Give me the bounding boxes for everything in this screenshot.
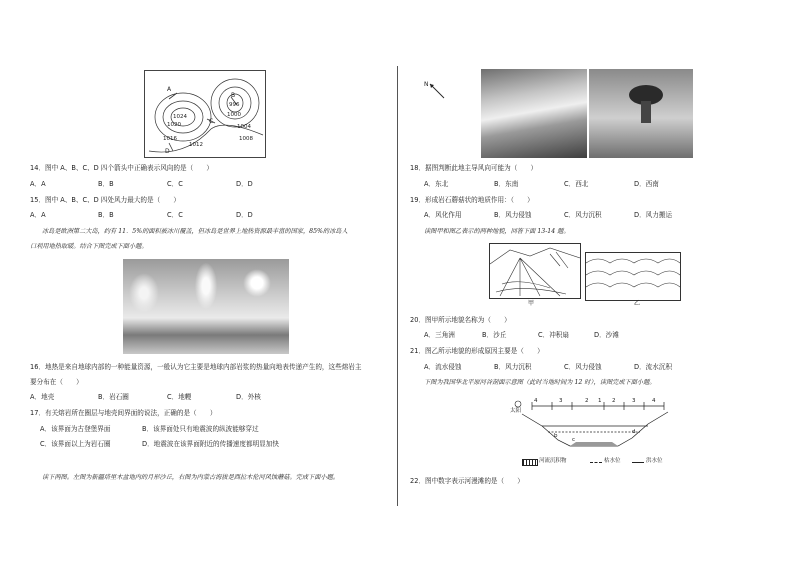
q14-option-d[interactable]: D．D — [236, 180, 253, 188]
q20-option-a[interactable]: A．三角洲 — [424, 331, 455, 339]
zone-4-left: 4 — [534, 398, 538, 404]
q17-stem: 17．有关熔岩所在圈层与地壳间界面的说法，正确的是（ ） — [30, 409, 217, 417]
map-label-a: A — [167, 86, 172, 93]
zone-2-right: 2 — [612, 398, 616, 404]
q21-option-a[interactable]: A．流水侵蚀 — [424, 363, 462, 371]
q15-option-a[interactable]: A．A — [30, 211, 46, 219]
q15-stem: 15．图中 A、B、C、D 四处风力最大的是（ ） — [30, 196, 180, 204]
sun-label: 太阳 — [510, 408, 522, 414]
flood-water-legend-line — [632, 462, 644, 463]
zone-3-right: 3 — [632, 398, 636, 404]
q22-stem: 22．图中数字表示河漫滩的是（ ） — [410, 477, 524, 485]
valley-intro: 下图为我国华北平原河谷剖面示意图（此时当地时间为 12 时），读图完成下面小题。 — [424, 379, 656, 386]
desert-intro: 读下两图。左图为新疆塔里木盆地内的月形沙丘，右图为内蒙古海拔是西拉木伦河风蚀蘑菇。完成下面小题。 — [42, 474, 339, 481]
figure-yi — [585, 252, 681, 301]
sediment-legend-label: 河流沉积物 — [539, 458, 567, 464]
dune-sketch — [586, 253, 680, 300]
q19-option-b[interactable]: B．风力侵蚀 — [494, 211, 532, 219]
q17-option-a[interactable]: A．该界面为古登堡界面 — [40, 425, 111, 433]
q20-option-c[interactable]: C．冲积扇 — [538, 331, 569, 339]
q21-option-d[interactable]: D．流水沉积 — [634, 363, 673, 371]
q14-option-c[interactable]: C．C — [167, 180, 183, 188]
valley-legend — [522, 457, 692, 467]
alluvial-fan-sketch — [490, 244, 580, 298]
low-water-legend-label: 枯水位 — [604, 458, 621, 464]
q15-option-c[interactable]: C．C — [167, 211, 183, 219]
zone-2-left: 2 — [585, 398, 589, 404]
isobar-996: 996 — [229, 102, 240, 108]
figure-yi-label: 乙 — [634, 300, 641, 307]
map-label-b: B — [231, 92, 236, 99]
iceland-intro-line1: 冰岛是欧洲第二大岛，约有 11．5%的面积被冰川覆盖，但冰岛是世界上地热资源最丰富的国家，85%的冰岛人 — [42, 228, 348, 235]
zone-1: 1 — [598, 398, 602, 404]
q20-option-d[interactable]: D．沙滩 — [594, 331, 619, 339]
q18-option-d[interactable]: D．西南 — [634, 180, 659, 188]
isobar-1000: 1000 — [227, 112, 241, 118]
steam-plume-2 — [195, 263, 217, 309]
q14-stem: 14．图中 A、B、C、D 四个箭头中正确表示风向的是（ ） — [30, 164, 213, 172]
q16-stem-line2: 要分布在（ ） — [30, 378, 83, 386]
q17-option-d[interactable]: D．地震波在该界面附近的传播速度都明显加快 — [142, 440, 279, 448]
q19-option-c[interactable]: C．风力沉积 — [564, 211, 602, 219]
q15-option-b[interactable]: B．B — [98, 211, 114, 219]
isobar-1004: 1004 — [237, 124, 251, 130]
isobar-1024: 1024 — [173, 114, 187, 120]
low-water-legend-line — [590, 462, 602, 463]
q16-option-d[interactable]: D．外核 — [236, 393, 261, 401]
isobar-map — [144, 70, 266, 158]
q15-option-d[interactable]: D．D — [236, 211, 253, 219]
map-label-c: C — [209, 118, 214, 125]
point-c: c — [572, 437, 576, 443]
point-b: b — [554, 433, 558, 439]
q16-option-b[interactable]: B．岩石圈 — [98, 393, 129, 401]
q19-option-d[interactable]: D．风力搬运 — [634, 211, 673, 219]
q18-option-c[interactable]: C．西北 — [564, 180, 589, 188]
column-divider — [397, 66, 398, 506]
geothermal-photo — [123, 259, 289, 354]
q20-stem: 20．图甲所示地貌名称为（ ） — [410, 316, 511, 324]
q18-option-a[interactable]: A．东北 — [424, 180, 449, 188]
map-label-d: D — [165, 148, 170, 155]
q21-stem: 21．图乙所示地貌的形成原因主要是（ ） — [410, 347, 544, 355]
crescent-dune-photo — [481, 69, 587, 158]
point-d: d — [632, 429, 636, 435]
q20-option-b[interactable]: B．沙丘 — [482, 331, 507, 339]
iceland-intro-line2: 口利用地热取暖。结合下图完成下面小题。 — [30, 243, 148, 250]
rock-stem — [641, 101, 651, 123]
sun-glare — [243, 269, 271, 297]
landform-intro: 读图甲和图乙表示的两种地貌，回答下面 13-14 题。 — [424, 228, 570, 235]
isobar-lines — [145, 71, 265, 157]
sediment-legend-swatch — [522, 459, 538, 466]
q21-option-c[interactable]: C．风力侵蚀 — [564, 363, 602, 371]
q17-option-b[interactable]: B．该界面处只有地震波的纵波能够穿过 — [142, 425, 259, 433]
isobar-1020: 1020 — [167, 122, 181, 128]
flood-water-legend-label: 洪水位 — [646, 458, 663, 464]
isobar-1012: 1012 — [189, 142, 203, 148]
figure-jia — [489, 243, 581, 299]
q16-stem-line1: 16．地热是来自地球内部的一种能量资源，一般认为它主要是地球内部岩浆的热量向地表传递产生的，这些熔岩主 — [30, 363, 362, 371]
q14-option-b[interactable]: B．B — [98, 180, 114, 188]
q19-stem: 19．形成岩石蘑菇状的地质作用：（ ） — [410, 196, 534, 204]
zone-3-left: 3 — [559, 398, 563, 404]
figure-jia-label: 甲 — [528, 300, 535, 307]
compass — [424, 80, 446, 100]
q19-option-a[interactable]: A．风化作用 — [424, 211, 462, 219]
compass-north-label: N — [424, 81, 429, 88]
isobar-1008: 1008 — [239, 136, 253, 142]
q18-option-b[interactable]: B．东南 — [494, 180, 519, 188]
zone-4-right: 4 — [652, 398, 656, 404]
isobar-1016: 1016 — [163, 136, 177, 142]
mushroom-rock-photo — [589, 69, 693, 158]
q16-option-c[interactable]: C．地幔 — [167, 393, 192, 401]
steam-plume-1 — [129, 273, 159, 313]
q17-option-c[interactable]: C．该界面以上为岩石圈 — [40, 440, 111, 448]
q14-option-a[interactable]: A．A — [30, 180, 46, 188]
q21-option-b[interactable]: B．风力沉积 — [494, 363, 532, 371]
q16-option-a[interactable]: A．地壳 — [30, 393, 55, 401]
valley-cross-section — [508, 394, 680, 454]
q18-stem: 18．据图判断此地主导风向可能为（ ） — [410, 164, 538, 172]
